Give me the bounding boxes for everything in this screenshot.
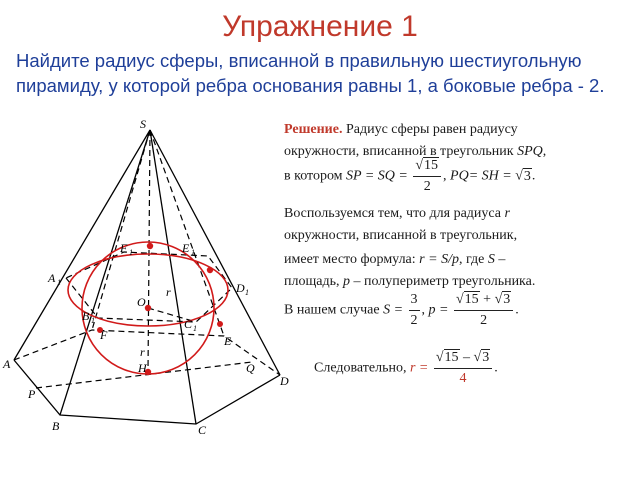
den-2: 2 <box>423 179 431 194</box>
label-S: S <box>140 118 146 131</box>
label-A1: A <box>48 271 56 285</box>
var-r: r <box>504 206 510 221</box>
eq-PQ-SH: PQ= SH = <box>450 168 512 184</box>
solution-conclusion <box>314 348 498 389</box>
den-2-b: 2 <box>410 313 418 328</box>
eq-r: r = <box>409 360 429 376</box>
num-3: 3 <box>409 290 420 311</box>
eq-p: p = <box>428 302 449 318</box>
solution-line-6 <box>284 250 505 270</box>
fraction-p: $\frac{√15 + √3}{2}$ <box>454 290 513 331</box>
base-back <box>14 330 280 375</box>
label-F1: F <box>120 241 128 255</box>
label-C: C <box>198 423 207 437</box>
edge-SE <box>150 130 224 336</box>
solution-line-7 <box>284 272 535 292</box>
label-r-upper: r <box>166 285 171 299</box>
p-sqrt15: 15 <box>464 292 479 307</box>
dot: . <box>531 168 536 184</box>
label-Q: Q <box>246 361 255 375</box>
triangle-SPQ: SPQ <box>517 144 543 159</box>
num-sqrt15: 15 <box>424 158 439 173</box>
label-B: B <box>52 419 60 433</box>
axis-SH <box>148 130 150 372</box>
problem-statement: Найдите радиус сферы, вписанной в правильную шестиугольную пирамиду, у которой ребра основания равны 1, а боковые ребра - 2. <box>16 50 605 96</box>
r-sqrt15: 15 <box>444 350 459 365</box>
var-S: S <box>487 252 495 267</box>
fraction-sqrt15-over-2: $\frac{√15}{2}$ <box>413 156 441 197</box>
label-F1-sub: 1 <box>129 248 133 257</box>
label-B1-sub: 1 <box>91 316 95 325</box>
pyramid-figure <box>0 118 300 448</box>
label-H: H <box>138 361 147 375</box>
den-2-c: 2 <box>480 313 488 328</box>
solution-text-2: окружности, вписанной в треугольник <box>284 144 518 159</box>
label-F: F <box>100 328 108 342</box>
dot-2: . <box>515 302 519 318</box>
label-C1-sub: 1 <box>193 324 197 333</box>
label-r-lower: r <box>140 345 145 359</box>
solution-text-3: в котором <box>284 168 347 184</box>
r-sqrt3: 3 <box>482 350 490 365</box>
point-E-dot <box>217 321 223 327</box>
dot-3: . <box>494 360 498 376</box>
conclusion-text: Следовательно, <box>314 360 407 376</box>
solution-text-6-end: – <box>494 252 506 267</box>
label-B1: B <box>82 309 90 323</box>
solution-text-5: окружности, вписанной в треугольник, <box>284 228 518 243</box>
eq-SP-SQ: SP = SQ = <box>346 168 408 184</box>
solution-text-4: Воспользуемся тем, что для радиуса <box>284 206 505 221</box>
minus: – <box>459 350 474 365</box>
label-A: A <box>3 357 11 371</box>
label-A1-sub: 1 <box>57 278 61 287</box>
point-O-dot <box>145 305 151 311</box>
solution-text-2-end: , <box>542 144 547 159</box>
fraction-3-over-2 <box>409 290 420 331</box>
solution-label: Решение. <box>284 122 343 137</box>
p-sqrt3: 3 <box>503 292 511 307</box>
label-O: O <box>137 295 146 309</box>
solution-line-5 <box>284 226 517 246</box>
solution-line-8 <box>284 290 519 331</box>
slide-title: Упражнение 1 <box>222 10 418 43</box>
den-4: 4 <box>459 371 467 386</box>
plus: + <box>479 292 495 307</box>
separator: , <box>443 168 451 184</box>
solution-text-6-mid: , где <box>458 252 488 267</box>
label-E1-sub: 1 <box>191 248 195 257</box>
solution-line-3: в котором SP = SQ = $\frac{√15}{2}$ , PQ= SH = √3. <box>284 156 535 197</box>
solution-line-1 <box>284 120 518 140</box>
point-D1-dot <box>207 267 213 273</box>
label-P: P <box>28 387 36 401</box>
label-D1-sub: 1 <box>245 288 249 297</box>
point-E1-dot <box>147 243 153 249</box>
solution-text-8: В нашем случае <box>284 302 384 318</box>
label-C1: C <box>184 317 193 331</box>
solution-line-4 <box>284 204 510 224</box>
comma: , <box>421 302 426 318</box>
solution-text-6: имеет место формула: <box>284 252 420 267</box>
solution-text-7-end: – полупериметр треугольника. <box>349 274 536 289</box>
label-D: D <box>280 374 289 388</box>
label-E: E <box>224 334 232 348</box>
solution-text-7: площадь, <box>284 274 343 289</box>
formula-r: r = S/p <box>419 252 459 267</box>
label-D1: D <box>236 281 245 295</box>
fraction-r: $\frac{√15 - √3}{4}$ <box>434 348 492 389</box>
eq-S: S = <box>383 302 404 318</box>
label-E1: E <box>182 241 190 255</box>
sqrt3: 3 <box>523 168 531 184</box>
var-p: p <box>342 274 350 289</box>
solution-text-1: Радиус сферы равен радиусу <box>342 122 518 137</box>
